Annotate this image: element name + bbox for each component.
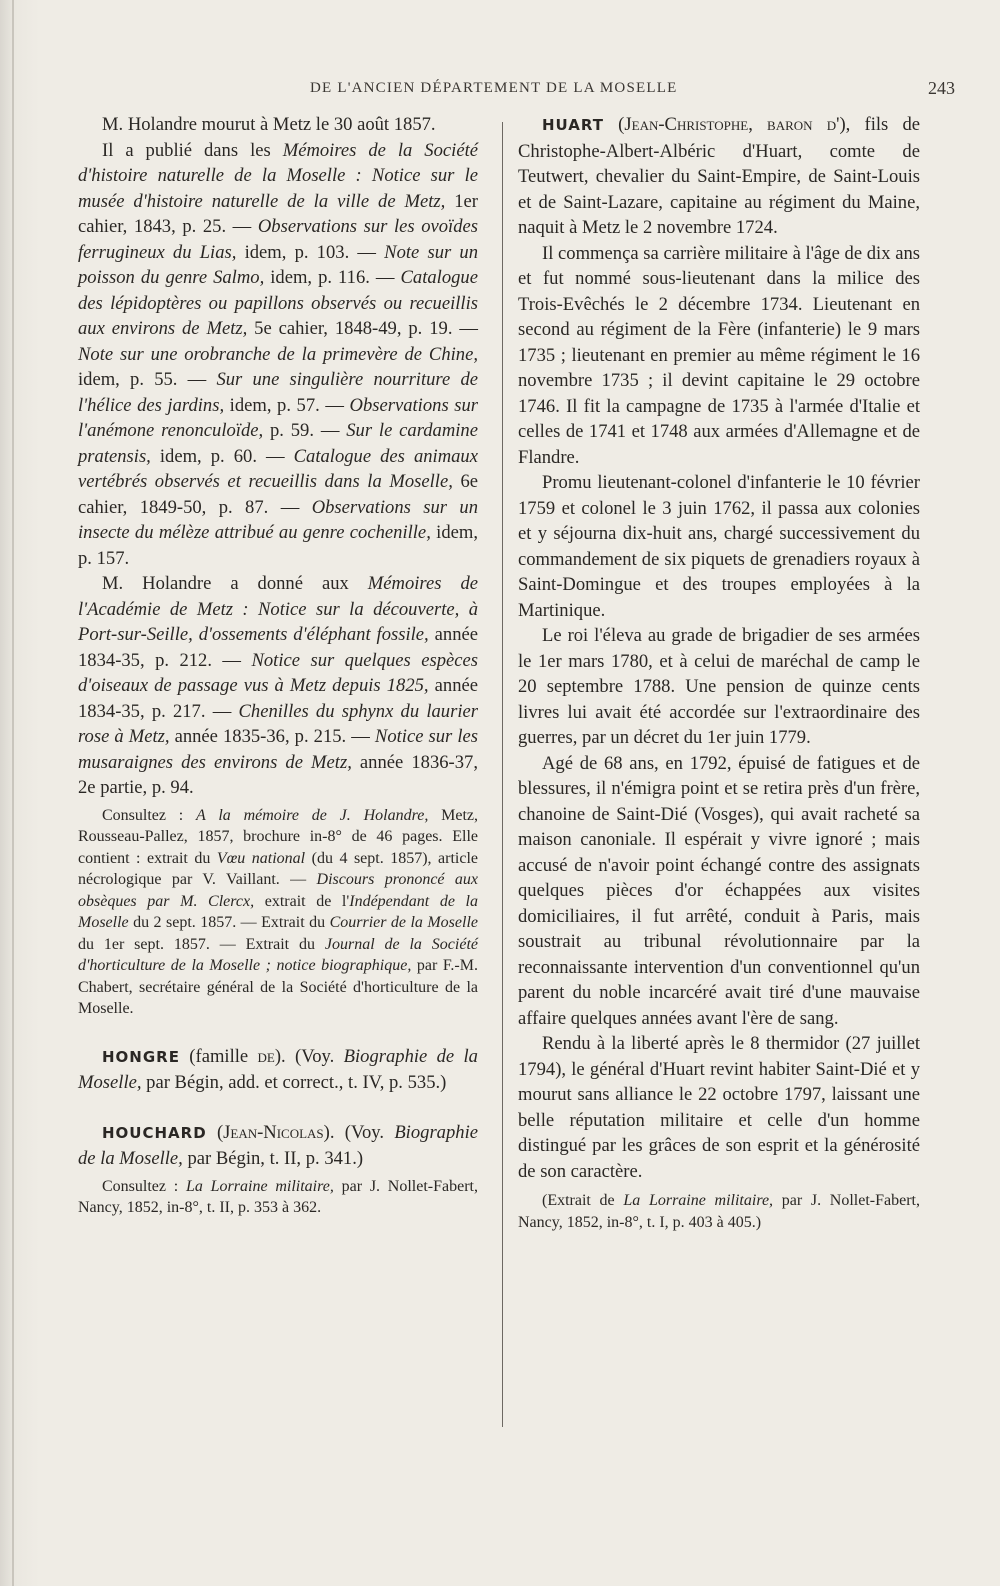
text: année 1834-35, p. 217. —: [78, 675, 478, 722]
binding-edge: [12, 0, 14, 1586]
title-italic: Biographie de la Moselle,: [78, 1045, 478, 1093]
text: p. 59. —: [263, 420, 347, 441]
title-italic: Note sur un poisson du genre Salmo,: [78, 241, 478, 288]
text: idem, p. 157.: [78, 522, 478, 569]
text: du 2 sept. 1857. — Extrait du: [128, 914, 330, 931]
text: par J. Nollet-Fabert, Nancy, 1852, in-8°, t. II, p. 353 à 362.: [78, 1177, 479, 1216]
text: (: [206, 1121, 224, 1143]
title-italic: Vœu national: [216, 849, 306, 867]
column-divider: [502, 122, 503, 1427]
text: par Bégin, t. II, p. 341.): [182, 1148, 364, 1169]
title-italic: Catalogue des lépidoptères ou papillons observés ou recueillis aux environs de Metz,: [78, 267, 478, 339]
title-italic: Journal de la Société d'horticulture de la Moselle ; notice biographique,: [78, 935, 478, 974]
title-italic: Observations sur un insecte du mélèze attribué au genre cochenille,: [78, 496, 478, 543]
entry-name: HONGRE: [102, 1047, 180, 1066]
text: idem, p. 103. —: [236, 241, 385, 263]
title-italic: Note sur une orobranche de la primevère de Chine,: [78, 343, 478, 365]
text: idem, p. 116. —: [264, 267, 401, 288]
title-italic: Observations sur les ovoïdes ferrugineux du Lias,: [78, 216, 478, 263]
text: année 1835-36, p. 215. —: [169, 726, 375, 747]
title-italic: Biographie de la Moselle,: [78, 1121, 478, 1169]
entry-huart: [518, 112, 920, 241]
paragraph-publications: [78, 138, 478, 572]
text: par Bégin, add. et correct., t. IV, p. 535.): [141, 1072, 447, 1093]
entry-houchard: [78, 1120, 478, 1172]
entry-name: HUART: [542, 116, 604, 134]
title-italic: Sur une singulière nourriture de l'hélice des jardins,: [78, 369, 478, 416]
left-column: [78, 112, 478, 1219]
text: 6e cahier, 1849-50, p. 87. —: [78, 471, 478, 518]
title-italic: Mémoires de la Société d'histoire naturelle de la Moselle : Notice sur le musée d'histoire naturelle de la ville de Metz,: [78, 139, 478, 212]
text: Jean-Nicolas: [223, 1121, 324, 1143]
text: ). (Voy.: [274, 1045, 344, 1067]
text: de: [257, 1045, 275, 1067]
text: 5e cahier, 1848-49, p. 19. —: [247, 318, 478, 339]
title-italic: A la mémoire de J. Holandre,: [196, 806, 429, 824]
title-italic: Courrier de la Moselle: [329, 914, 479, 931]
paragraph-career: Il commença sa carrière militaire à l'âge de dix ans et fut nommé sous-lieutenant dans la milice des Trois-Evêchés le 2 décembre 1734. Lieutenant en second au régiment de la Fère (infanterie) le 9 mars 1735 ; lieutenant en premier au même régiment le 16 novembre 1735 ; il devint capitaine le 29 octobre 1746. Il fit la campagne de 1735 à l'armée d'Italie et celles de 1741 et 1748 aux armées d'Allemagne et de Flandre.: [518, 242, 920, 468]
paragraph-death: M. Holandre mourut à Metz le 30 août 1857.: [102, 114, 436, 135]
text: Consultez :: [102, 1177, 186, 1195]
text: par J. Nollet-Fabert, Nancy, 1852, in-8°, t. I, p. 403 à 405.): [518, 1192, 920, 1231]
text: Il a publié dans les: [102, 139, 283, 161]
title-italic: La Lorraine militaire,: [623, 1192, 774, 1209]
text: (: [604, 114, 625, 135]
title-italic: Mémoires de l'Académie de Metz : Notice sur la découverte, à Port-sur-Seille, d'ossements d'éléphant fossile,: [78, 573, 478, 645]
text: année 1834-35, p. 212. —: [78, 624, 478, 671]
right-column: [518, 112, 920, 1233]
title-italic: La Lorraine militaire,: [185, 1177, 334, 1195]
title-italic: Indépendant de la Moselle: [78, 892, 478, 931]
running-title: DE L'ANCIEN DÉPARTEMENT DE LA MOSELLE: [310, 80, 678, 96]
title-italic: Sur le cardamine pratensis,: [78, 420, 478, 467]
text: Jean-Christophe, baron d': [624, 114, 840, 135]
title-italic: Catalogue des animaux vertébrés observés et recueillis dans la Moselle,: [78, 445, 478, 492]
title-italic: Chenilles du sphynx du laurier rose à Metz,: [78, 700, 478, 747]
text: idem, p. 57. —: [224, 394, 350, 416]
text: extrait de l': [254, 892, 350, 910]
paragraph-academie: [78, 571, 478, 801]
text: (famille: [179, 1045, 258, 1067]
title-italic: Notice sur les musaraignes des environs de Metz,: [78, 726, 478, 773]
text: idem, p. 55. —: [78, 369, 217, 390]
text: (Extrait de: [542, 1192, 624, 1209]
text: du 1er sept. 1857. — Extrait du: [78, 935, 325, 953]
entry-hongre: [78, 1044, 478, 1096]
text: Consultez :: [102, 806, 197, 824]
title-italic: Notice sur quelques espèces d'oiseaux de passage vus à Metz depuis 1825,: [78, 649, 478, 696]
text: (du 4 sept. 1857), article nécrologique par V. Vaillant. —: [78, 849, 479, 888]
source-note: [518, 1190, 920, 1233]
title-italic: Discours prononcé aux obsèques par M. Clercx,: [78, 871, 479, 910]
paragraph-revolution: Agé de 68 ans, en 1792, épuisé de fatigues et de blessures, il n'émigra point et se retira près d'un frère, chanoine de Saint-Dié (Vosges), qui avait racheté sa maison canoniale. Il espérait y vivre ignoré ; mais accusé de n'avoir point échangé contre des assignats quelques pièces d'or échappées aux visites domiciliaires, il fut arrêté, conduit à Paris, mais soustrait au tribunal révolutionnaire par la reconnaissante intervention d'un conventionnel qu'un parent du noble incarcéré avait tiré d'une mauvaise affaire quelques années avant l'ère de sang.: [518, 752, 920, 1029]
text: année 1836-37, 2e partie, p. 94.: [78, 751, 478, 798]
entry-name: HOUCHARD: [102, 1123, 207, 1142]
text: M. Holandre a donné aux: [102, 573, 368, 594]
consult-holandre: [78, 805, 478, 1020]
page-number: 243: [928, 78, 955, 98]
text: ). (Voy.: [323, 1121, 395, 1143]
text: 1er cahier, 1843, p. 25. —: [78, 190, 479, 237]
paragraph-death-huart: Rendu à la liberté après le 8 thermidor (27 juillet 1794), le général d'Huart revint habiter Saint-Dié et y mourut sans alliance le 22 octobre 1797, laissant une belle réputation militaire et celle d'un homme distingué par les grâces de son esprit et la générosité de son caractère.: [518, 1033, 920, 1182]
paragraph-colonies: Promu lieutenant-colonel d'infanterie le 10 février 1759 et colonel le 3 juin 1762, il passa aux colonies et y séjourna dix-huit ans, chargé successivement du commandement de six piquets de grenadiers royaux à Saint-Domingue et des troupes employées à la Martinique.: [518, 472, 920, 621]
text: ), fils de Christophe-Albert-Albéric d'Huart, comte de Teutwert, chevalier du Saint-Empire, de Saint-Louis et de Saint-Lazare, capitaine au régiment du Maine, naquit à Metz le 2 novembre 1724.: [518, 114, 921, 238]
paragraph-promotion: Le roi l'éleva au grade de brigadier de ses armées le 1er mars 1780, et à celui de maréchal de camp le 20 septembre 1788. Une pension de quinze cents livres lui avait été accordée sur l'extraordinaire des guerres, par un décret du 1er juin 1779.: [518, 625, 920, 748]
consult-houchard: [78, 1176, 478, 1219]
text: Metz, Rousseau-Pallez, 1857, brochure in-8° de 46 pages. Elle contient : extrait du: [78, 806, 479, 867]
text: idem, p. 60. —: [150, 445, 294, 467]
text: par F.-M. Chabert, secrétaire général de la Société d'horticulture de la Moselle.: [78, 957, 478, 1017]
title-italic: Observations sur l'anémone renonculoïde,: [78, 394, 479, 441]
